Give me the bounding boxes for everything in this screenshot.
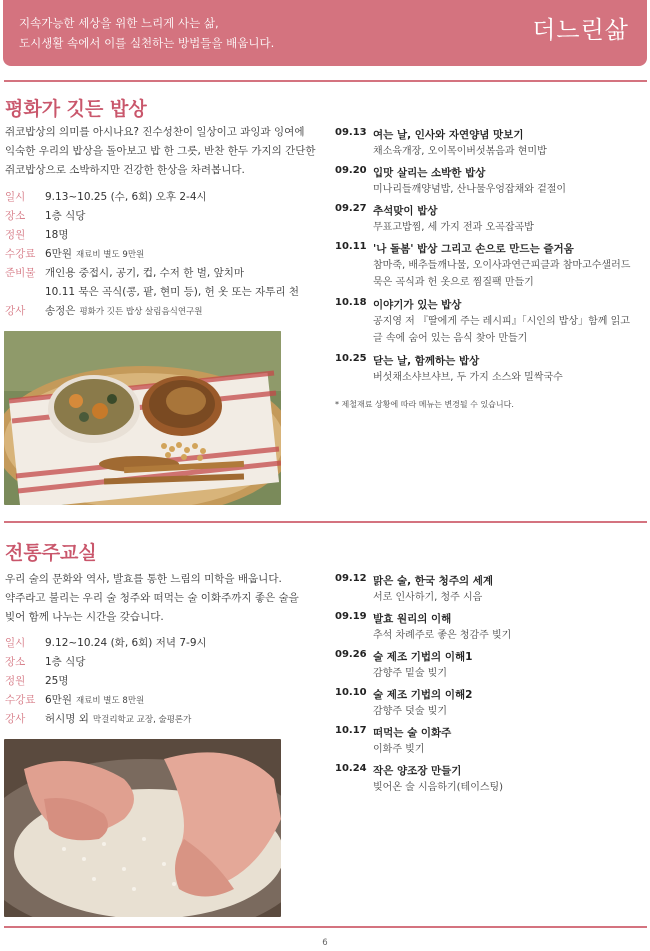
- intro-line: 빚어 함께 나누는 시간을 갖습니다.: [5, 611, 164, 623]
- info-value: 25명: [45, 675, 69, 687]
- schedule-title: '나 돌봄' 밥상 그리고 손으로 만드는 즐거움: [373, 243, 574, 255]
- schedule-date: 10.24: [335, 763, 367, 774]
- info-label: 장소: [5, 210, 26, 222]
- schedule-title: 떠먹는 술 이화주: [373, 727, 452, 739]
- header-banner: [3, 0, 647, 66]
- section-title: 평화가 깃든 밥상: [5, 98, 147, 120]
- schedule-title: 여는 날, 인사와 자연양념 맛보기: [373, 129, 524, 141]
- info-value: 6만원 재료비 별도 8만원: [45, 694, 145, 706]
- section-intro: [5, 123, 316, 180]
- section-title: 전통주교실: [5, 542, 97, 564]
- info-value: 9.13~10.25 (수, 6회) 오후 2-4시: [45, 191, 207, 203]
- schedule-desc: 빚어온 술 시음하기(테이스팅): [373, 782, 504, 793]
- schedule-desc: 추석 차례주로 좋은 청감주 빚기: [373, 630, 512, 641]
- schedule-date: 10.18: [335, 297, 367, 308]
- info-label: 수강료: [5, 248, 36, 260]
- info-value: 1층 식당: [45, 210, 86, 222]
- schedule-title: 술 제조 기법의 이해2: [373, 689, 473, 701]
- section-intro: [5, 570, 299, 627]
- intro-line: 익숙한 우리의 밥상을 돌아보고 밥 한 그릇, 반찬 한두 가지의 간단한: [5, 145, 316, 157]
- section-divider: [4, 521, 647, 523]
- schedule-desc: 버섯채소샤브샤브, 두 가지 소스와 밀싹국수: [373, 372, 563, 383]
- schedule-title: 술 제조 기법의 이해1: [373, 651, 473, 663]
- info-value: 1층 식당: [45, 656, 86, 668]
- info-label: 정원: [5, 675, 26, 687]
- info-label: 강사: [5, 305, 26, 317]
- section-divider: [4, 926, 647, 928]
- info-label: 수강료: [5, 694, 36, 706]
- info-label: 장소: [5, 656, 26, 668]
- schedule-desc: 무표고밥찜, 세 가지 전과 오곡잡곡밥: [373, 222, 534, 233]
- info-label: 정원: [5, 229, 26, 241]
- schedule-title: 닫는 날, 함께하는 밥상: [373, 355, 480, 367]
- rice-photo: [4, 739, 281, 917]
- schedule-date: 09.27: [335, 203, 367, 214]
- schedule-title: 맑은 술, 한국 청주의 세계: [373, 575, 494, 587]
- info-label: 일시: [5, 191, 26, 203]
- banner-tagline-line1: 지속가능한 세상을 위한 느리게 사는 삶,: [19, 16, 219, 30]
- schedule-date: 10.25: [335, 353, 367, 364]
- schedule-desc: 이화주 빚기: [373, 744, 425, 755]
- schedule-date: 09.12: [335, 573, 367, 584]
- intro-line: 약주라고 불리는 우리 술 청주와 떠먹는 술 이화주까지 좋은 술을: [5, 592, 299, 604]
- footnote: * 제철재료 상황에 따라 메뉴는 변경될 수 있습니다.: [335, 400, 514, 409]
- schedule-desc: 미나리들깨양념밥, 산나물우엉잡채와 겉절이: [373, 184, 567, 195]
- schedule-date: 10.10: [335, 687, 367, 698]
- schedule-title: 입맛 살리는 소박한 밥상: [373, 167, 486, 179]
- info-label: 강사: [5, 713, 26, 725]
- schedule-desc: 글 속에 숨어 있는 음식 찾아 만들기: [373, 333, 528, 344]
- page-number: 6: [322, 938, 328, 948]
- schedule-desc: 공지영 저 『딸에게 주는 레시피』「시인의 밥상」함께 읽고: [373, 316, 630, 327]
- section-divider: [4, 80, 647, 82]
- info-label: 일시: [5, 637, 26, 649]
- info-value: 10.11 묵은 곡식(콩, 팥, 현미 등), 헌 옷 또는 자투리 천: [45, 286, 300, 298]
- schedule-date: 09.20: [335, 165, 367, 176]
- schedule-title: 작은 양조장 만들기: [373, 765, 462, 777]
- schedule-date: 10.17: [335, 725, 367, 736]
- info-value: 개인용 중접시, 공기, 컵, 수저 한 벌, 앞치마: [45, 267, 245, 279]
- schedule-desc: 서로 인사하기, 청주 시음: [373, 592, 483, 603]
- schedule-desc: 묵은 곡식과 헌 옷으로 찜질팩 만들기: [373, 277, 534, 288]
- schedule-date: 09.13: [335, 127, 367, 138]
- schedule-date: 10.11: [335, 241, 367, 252]
- meal-photo: [4, 331, 281, 505]
- info-value: 허시명 외 막걸리학교 교장, 술평론가: [45, 713, 192, 725]
- info-value: 6만원 재료비 별도 9만원: [45, 248, 145, 260]
- schedule-desc: 채소육개장, 오이목이버섯볶음과 현미밥: [373, 146, 547, 157]
- info-value: 9.12~10.24 (화, 6회) 저녁 7-9시: [45, 637, 207, 649]
- banner-tagline-line2: 도시생활 속에서 이를 실천하는 방법들을 배웁니다.: [19, 36, 275, 50]
- schedule-title: 추석맞이 밥상: [373, 205, 438, 217]
- intro-line: 쥐코밥상의 의미를 아시나요? 진수성찬이 일상이고 과잉과 잉여에: [5, 126, 305, 138]
- schedule-date: 09.19: [335, 611, 367, 622]
- intro-line: 쥐코밥상으로 소박하지만 건강한 한상을 차려봅니다.: [5, 164, 245, 176]
- schedule-date: 09.26: [335, 649, 367, 660]
- schedule-title: 이야기가 있는 밥상: [373, 299, 462, 311]
- info-value: 18명: [45, 229, 69, 241]
- info-value: 송정은 평화가 깃든 밥상 살림음식연구원: [45, 305, 203, 317]
- info-label: 준비물: [5, 267, 36, 279]
- schedule-title: 발효 원리의 이해: [373, 613, 452, 625]
- schedule-desc: 참마죽, 배추들깨나물, 오이사과연근피클과 참마고수샐러드: [373, 260, 631, 271]
- banner-brand: 더느린삶: [532, 16, 629, 44]
- intro-line: 우리 술의 문화와 역사, 발효를 통한 느림의 미학을 배웁니다.: [5, 573, 282, 585]
- schedule-desc: 감향주 덧술 빚기: [373, 706, 447, 717]
- schedule-desc: 감향주 밑술 빚기: [373, 668, 447, 679]
